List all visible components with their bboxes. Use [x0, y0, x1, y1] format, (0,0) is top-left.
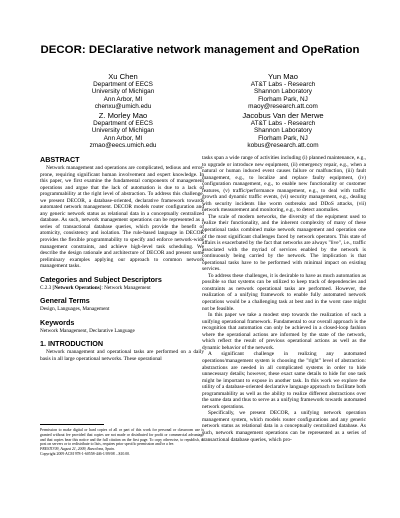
categories-code: C.2.3 [ — [40, 284, 55, 291]
body-paragraph: Specifically, we present DECOR, a unifying network operation management system, which models router configurations and any generic network status as relational data in a conceptually centralized database. As such, network management operations can be represented as a series of transactional database queries, which pro- — [202, 410, 366, 443]
categories-rest: ]: Network Management — [99, 284, 151, 291]
body-paragraph: In this paper we take a modest step towards the realization of such a unifying operational framework. Fundamental to our overall approach is the recognition that automation can only be achieved in a closed-loop fashion where the operational actions are informed by the state of the network, which reflect the result of previous operational actions as well as the dynamic behavior of the network. — [202, 312, 366, 351]
author-name: Xu Chen — [108, 72, 138, 81]
intro-heading: 1. INTRODUCTION — [40, 338, 104, 348]
author-block-3 — [48, 111, 198, 150]
author-email: kobus@research.att.com — [247, 142, 319, 150]
author-org: Shannon Laboratory — [254, 88, 312, 96]
author-city: Ann Arbor, MI — [103, 134, 143, 142]
right-column — [202, 155, 366, 443]
author-org: University of Michigan — [91, 88, 155, 96]
author-name: Z. Morley Mao — [98, 111, 148, 120]
author-dept: Department of EECS — [93, 81, 153, 88]
author-block-1 — [48, 72, 198, 111]
author-org: University of Michigan — [91, 127, 155, 135]
permission-text: Permission to make digital or hard copies of all or part of this work for personal or classroom use is granted without fee provided that copies are not made or distributed for profit or commercial advantage and that copies bear this notice and the full citation on the first page. To copy otherwise, to republish, to post on servers or to redistribute to lists, requires prior specific permission and/or a fee. — [40, 428, 204, 447]
author-city: Ann Arbor, MI — [103, 95, 143, 103]
keywords-text: Network Management, Declarative Language — [40, 327, 135, 334]
permission-venue: PRESTO'09, August 21, 2009, Barcelona, Spain. — [40, 447, 115, 451]
author-email: chenxu@umich.edu — [94, 103, 152, 111]
footnote-rule — [40, 424, 104, 425]
author-email: zmao@eecs.umich.edu — [89, 142, 157, 150]
body-paragraph: A significant challenge in realizing any automated operations/management system is choosing the "right" level of abstraction: abstractions are needed in all complicated systems in order to hide unnecessary details; however, these exact same details to hide for one task might be important to expose in another task. In this work we explore the utility of a database-oriented declarative language approach to facilitate both programmability as well as the ability to realize different abstractions over the same data and thus to serve as a unifying framework towards automated network operations. — [202, 351, 366, 410]
keywords-heading: Keywords — [40, 317, 75, 327]
author-dept: Department of EECS — [93, 120, 153, 127]
categories-bold: Network Operations — [54, 284, 100, 291]
body-paragraph: tasks span a wide range of activities including (i) planned maintenance, e.g., to upgrade or introduce new equipment, (ii) emergency repair, e.g., when a natural or human induced event causes failure or malfunction, (iii) fault management, e.g., to localize and replace faulty equipment, (iv) configuration management, e.g., to enable new functionality or customer features, (v) traffic/performance management, e.g., to deal with traffic growth and dynamic traffic events, (vi) security management, e.g., dealing with security incidents like worm outbreaks and DDoS attacks, (vii) network measurement and monitoring, e.g., to detect anomalies. — [202, 155, 366, 214]
author-city: Florham Park, NJ — [258, 134, 308, 142]
abstract-text: Network management and operations are complicated, tedious and error-prone, requiring significant human involvement and expert knowledge. In this paper, we first examine the fundamental components of management operations and argue that the lack of automation is due to a lack of programmability at the right level of abstraction. To address this challenge, we present DECOR, a database-oriented, declarative framework towards automated network management. DECOR models router configuration and any generic network status as relational data in a conceptually centralized database. As such, network management operations can be represented as a series of transactional database queries, which provide the benefit of atomicity, consistency and isolation. The rule-based language in DECOR provides the flexible programmability to specify and enforce network-wide management constraints, and achieve high-level task scheduling. We describe the design rationale and architecture of DECOR and present some preliminary examples applying our approach to common network management tasks. — [40, 165, 204, 270]
author-email: maoy@research.att.com — [248, 103, 318, 111]
left-column — [40, 155, 204, 362]
paper-title: DECOR: DEClarative network management and OpeRation — [40, 44, 360, 56]
body-paragraph: To address these challenges, it is desirable to have as much automation as possible so that systems can be utilized to keep track of dependencies and constraints as network operational tasks are performed. However, the realization of a unifying framework to enable fully automated network operations would be a challenging task at best and in the worst case might not be feasible. — [202, 272, 366, 312]
body-paragraph: The scale of modern networks, the diversity of the equipment used to realize their functionality, and the inherent complexity of many of these operational tasks combined make network management and operation one of the most significant challenges faced by network operators. This state of affairs is exacerbated by the fact that networks are always "live", i.e., traffic associated with the myriad of services enabled by the network is continuously being carried by the network. The implication is that operational tasks have to be performed with minimal impact on existing services. — [202, 213, 366, 273]
categories-heading: Categories and Subject Descriptors — [40, 274, 162, 284]
author-name: Jacobus Van der Merwe — [242, 111, 324, 120]
author-city: Florham Park, NJ — [258, 95, 308, 103]
permission-notice — [40, 428, 204, 457]
general-terms-text: Design, Languages, Management — [40, 306, 110, 313]
intro-text: Network management and operational tasks are performed on a daily basis in all large operational networks. These operational — [40, 348, 204, 362]
author-dept: AT&T Labs - Research — [250, 81, 316, 88]
author-block-2 — [208, 72, 358, 111]
author-name: Yun Mao — [268, 72, 298, 81]
permission-copyright: Copyright 2009 ACM 978-1-60558-446-1/09/08 ...$10.00. — [40, 451, 131, 456]
author-org: Shannon Laboratory — [254, 127, 312, 135]
general-terms-heading: General Terms — [40, 296, 90, 306]
abstract-heading: ABSTRACT — [40, 155, 80, 164]
author-block-4 — [208, 111, 358, 150]
author-dept: AT&T Labs - Research — [250, 120, 316, 127]
